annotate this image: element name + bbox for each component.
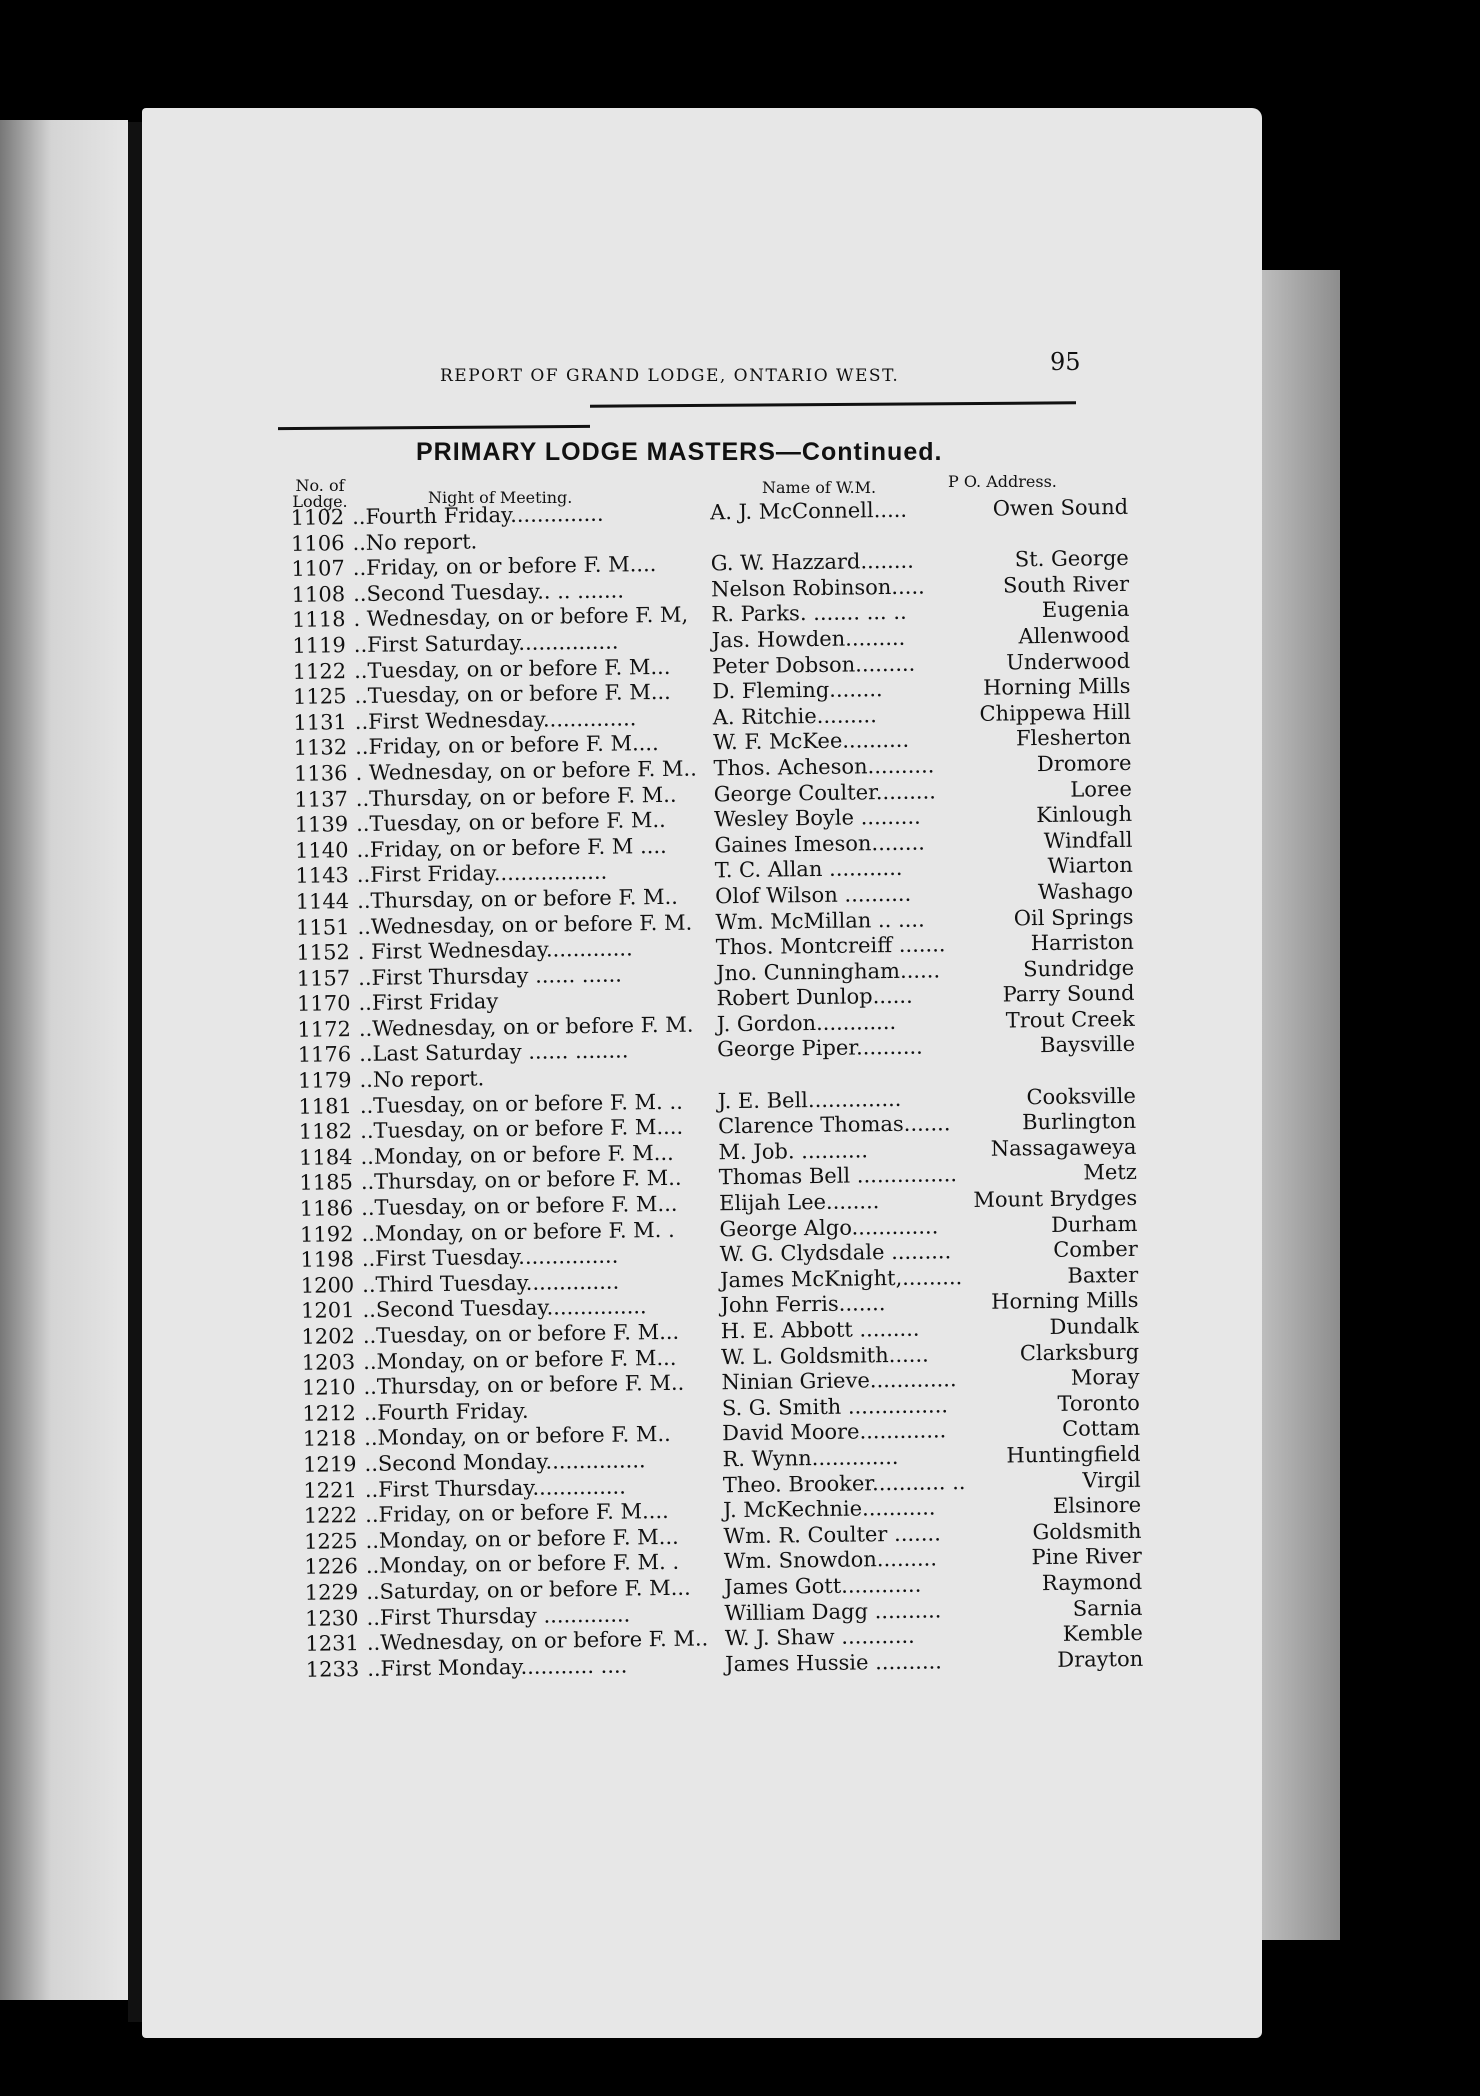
lodge-number: 1172 [297,1016,352,1042]
meeting-night: ..Tuesday, on or before F. M... [354,654,671,683]
lodge-number: 1221 [303,1477,358,1503]
meeting-night: ..First Thursday.............. [364,1474,626,1502]
meeting-night: ..Tuesday, on or before F. M... [354,680,671,709]
master-name: W. F. McKee.......... [712,728,910,755]
meeting-night: ..Saturday, on or before F. M... [366,1575,691,1604]
post-office-address: Dundalk [1049,1313,1139,1339]
meeting-night: ..Friday, on or before F. M .... [356,833,667,862]
meeting-night: ..No report. [352,528,478,555]
meeting-night: ..Monday, on or before F. M... [360,1140,674,1169]
lodge-number: 1108 [291,581,346,607]
lodge-number: 1106 [290,530,345,556]
master-name: George Piper.......... [716,1035,923,1062]
master-name: Thos. Acheson.......... [713,753,935,781]
post-office-address: Raymond [1041,1569,1143,1596]
lodge-number: 1230 [304,1605,359,1631]
master-name: A. Ritchie......... [712,702,877,730]
post-office-address: Windfall [1043,827,1133,853]
lodge-number: 1231 [305,1631,360,1656]
post-office-address: Burlington [1021,1109,1137,1135]
lodge-number: 1192 [299,1221,354,1247]
post-office-address: Huntingfield [1006,1441,1141,1468]
lodge-number: 1144 [295,889,350,914]
meeting-night: ..Fourth Friday. [363,1398,529,1425]
meeting-night: ..Third Tuesday.............. [362,1269,620,1297]
header-address: P O. Address. [948,472,1057,491]
master-name: W. G. Clydsdale ......... [719,1239,952,1267]
meeting-night: ..Thursday, on or before F. M.. [355,782,677,811]
meeting-night: ..First Wednesday.............. [354,706,637,734]
master-name: J. E. Bell.............. [717,1086,902,1113]
post-office-address: Baxter [1067,1262,1139,1288]
lodge-number: 1225 [303,1528,358,1554]
meeting-night: ..Wednesday, on or before F. M.. [366,1626,709,1656]
page-stack-edge [1262,270,1340,1940]
header-lodge-no: No. of Lodge. [292,476,348,511]
master-name: James McKnight,......... [720,1264,963,1293]
meeting-night: ..Friday, on or before F. M.... [355,731,659,760]
post-office-address: Virgil [1082,1467,1141,1493]
meeting-night: ..First Friday [358,989,499,1016]
master-name: H. E. Abbott ......... [720,1316,920,1344]
header-night: Night of Meeting. [428,488,573,507]
lodge-number: 1151 [295,914,350,940]
meeting-night: ..Tuesday, on or before F. M... [362,1319,680,1348]
master-name: S. G. Smith ............... [721,1393,949,1421]
lodge-number: 1203 [301,1349,356,1375]
post-office-address: Nassagaweya [990,1134,1137,1161]
post-office-address: Flesherton [1015,725,1132,751]
lodge-number: 1122 [292,658,347,684]
master-name: Jas. Howden......... [711,625,906,653]
post-office-address: Horning Mills [991,1288,1139,1315]
post-office-address: Eugenia [1041,597,1130,623]
master-name: Wm. R. Coulter ....... [723,1521,941,1549]
post-office-address: Washago [1037,878,1134,904]
post-office-address: Mount Brydges [973,1185,1138,1212]
post-office-address: Sundridge [1023,955,1135,981]
post-office-address: Drayton [1057,1646,1144,1672]
post-office-address: Cottam [1061,1416,1141,1442]
master-name: M. Job. .......... [718,1138,869,1165]
lodge-number: 1136 [293,761,348,786]
master-name: Clarence Thomas....... [718,1111,951,1139]
meeting-night: ..First Monday........... .... [367,1653,628,1681]
master-name: George Algo............. [719,1214,939,1241]
master-name: W. L. Goldsmith...... [721,1342,929,1369]
master-name: Wm. Snowdon......... [723,1546,938,1574]
lodge-number: 1181 [298,1093,353,1119]
master-name: A. J. McConnell..... [709,497,908,525]
lodge-number: 1182 [298,1119,353,1145]
lodge-number: 1102 [290,505,345,530]
page-number: 95 [1050,348,1081,376]
meeting-night: ..First Thursday ............. [366,1602,631,1630]
lodge-number: 1198 [300,1247,355,1272]
master-name: W. J. Shaw ........... [724,1623,915,1651]
post-office-address: Oil Springs [1013,904,1134,930]
post-office-address: Wiarton [1047,853,1133,879]
master-name: G. W. Hazzard........ [710,548,914,576]
lodge-number: 1219 [302,1452,357,1477]
lodge-number: 1233 [305,1656,360,1682]
master-name: Thos. Montcreiff ....... [715,932,946,960]
facing-page-edge [0,120,128,2000]
meeting-night: ..Monday, on or before F. M. . [365,1550,680,1579]
meeting-night: ..Monday, on or before F. M... [363,1345,677,1374]
lodge-number: 1140 [294,837,349,863]
post-office-address: Elsinore [1052,1492,1142,1519]
post-office-address: Kemble [1062,1620,1143,1646]
master-name: R. Wynn............. [722,1444,899,1472]
master-name: David Moore............. [722,1418,947,1446]
master-name: Elijah Lee........ [719,1189,880,1216]
meeting-night: ..Monday, on or before F. M... [365,1524,679,1553]
post-office-address: Owen Sound [992,494,1129,521]
master-name: Ninian Grieve............. [721,1367,957,1395]
post-office-address: Metz [1083,1160,1137,1185]
master-name: John Ferris....... [720,1291,886,1318]
master-name: J. McKechnie........... [723,1495,936,1523]
master-name: James Gott............ [724,1572,922,1600]
post-office-address: Baysville [1039,1032,1136,1058]
master-name: Wesley Boyle ......... [713,804,921,832]
meeting-night: ..Friday, on or before F. M.... [352,552,657,581]
lodge-number: 1176 [297,1042,352,1068]
meeting-night: ..Tuesday, on or before F. M. .. [359,1089,683,1118]
master-name: George Coulter......... [713,778,937,806]
post-office-address: Moray [1070,1364,1140,1390]
meeting-night: ..Wednesday, on or before F. M. [357,910,693,939]
header-name: Name of W.M. [762,478,877,497]
lodge-number: 1210 [301,1375,356,1400]
lodge-number: 1200 [300,1272,355,1298]
post-office-address: Loree [1070,776,1132,802]
post-office-address: Durham [1050,1211,1138,1237]
meeting-night: ..Tuesday, on or before F. M... [361,1191,678,1221]
lodge-number: 1152 [296,940,351,965]
lodge-number: 1186 [299,1196,354,1221]
lodge-number: 1222 [303,1503,358,1528]
lodge-number: 1218 [302,1426,357,1452]
meeting-night: ..Wednesday, on or before F. M. [358,1012,694,1041]
meeting-night: ..Thursday, on or before F. M.. [357,884,679,913]
master-name: Theo. Brooker........... .. [722,1469,966,1497]
meeting-night: ..Second Tuesday.. .. ....... [352,578,625,606]
master-name: Wm. McMillan .. .... [715,907,925,934]
meeting-night: ..First Friday................. [356,860,608,888]
post-office-address: Cooksville [1026,1083,1136,1109]
lodge-number: 1118 [291,607,346,633]
meeting-night: ..First Saturday............... [353,629,619,657]
master-name: Gaines Imeson........ [714,830,926,858]
meeting-night: ..No report. [359,1066,485,1093]
lodge-number: 1107 [291,556,345,582]
meeting-night: ..Monday, on or before F. M.. [364,1422,671,1451]
master-name: Nelson Robinson..... [710,574,925,602]
master-name: Olof Wilson .......... [714,881,912,909]
master-name: Robert Dunlop...... [716,984,913,1011]
lodge-number: 1184 [298,1144,353,1170]
meeting-night: ..Tuesday, on or before F. M.... [360,1115,684,1144]
master-name: Jno. Cunningham...... [715,958,941,985]
meeting-night: ..First Thursday ...... ...... [358,962,623,990]
post-office-address: Allenwood [1018,622,1130,649]
lodge-number: 1226 [304,1554,359,1580]
master-name: Peter Dobson......... [711,651,916,678]
lodge-number: 1125 [292,684,347,709]
post-office-address: Sarnia [1072,1595,1143,1621]
post-office-address: Dromore [1036,750,1132,777]
master-name: Thomas Bell ............... [718,1162,958,1190]
lodge-number: 1139 [294,812,349,837]
post-office-address: Clarksburg [1019,1339,1140,1365]
master-name: D. Fleming........ [712,677,883,704]
meeting-night: ..Tuesday, on or before F. M.. [356,808,666,837]
master-name: R. Parks. ....... ... .. [711,600,907,627]
meeting-night: . Wednesday, on or before F. M.. [355,756,697,785]
table-title: PRIMARY LODGE MASTERS—Continued. [416,438,943,466]
lodge-number: 1137 [294,786,348,812]
post-office-address: Chippewa Hill [979,699,1131,726]
post-office-address: Kinlough [1036,801,1133,828]
meeting-night: . First Wednesday............. [357,936,633,965]
post-office-address: Toronto [1057,1390,1140,1416]
meeting-night: ..Thursday, on or before F. M.. [363,1370,685,1400]
post-office-address: South River [1002,571,1130,598]
meeting-night: . Wednesday, on or before F. M, [353,603,689,632]
lodge-number: 1143 [295,863,349,889]
post-office-address: Goldsmith [1032,1518,1142,1544]
running-head: REPORT OF GRAND LODGE, ONTARIO WEST. [440,366,900,386]
post-office-address: Underwood [1006,648,1131,675]
lodge-number: 1170 [296,991,351,1017]
meeting-night: ..Monday, on or before F. M. . [361,1217,675,1246]
lodge-number: 1131 [293,709,347,735]
master-name: James Hussie .......... [725,1649,943,1676]
meeting-night: ..Thursday, on or before F. M.. [360,1166,682,1195]
meeting-night: ..Second Monday............... [364,1448,646,1476]
book-gutter [128,122,142,2022]
post-office-address: Parry Sound [1002,981,1135,1007]
meeting-night: ..First Tuesday............... [361,1243,619,1272]
lodge-number: 1132 [293,735,348,761]
meeting-night: ..Last Saturday ...... ........ [359,1038,629,1067]
lodge-number: 1201 [300,1298,355,1324]
lodge-number: 1119 [292,633,346,658]
post-office-address: St. George [1014,546,1129,572]
meeting-night: ..Fourth Friday.............. [351,501,604,530]
post-office-address: Trout Creek [1005,1006,1135,1033]
master-name: T. C. Allan ........... [714,856,903,883]
lodge-number: 1179 [297,1068,352,1093]
master-name: William Dagg .......... [724,1597,942,1625]
lodge-table [278,495,1143,1683]
lodge-number: 1185 [299,1170,354,1196]
meeting-night: ..Friday, on or before F. M.... [365,1499,669,1528]
lodge-number: 1229 [304,1579,359,1605]
post-office-address: Comber [1053,1237,1138,1263]
lodge-number: 1157 [296,965,351,991]
meeting-night: ..Second Tuesday............... [362,1294,647,1323]
post-office-address: Pine River [1031,1544,1142,1570]
post-office-address: Horning Mills [982,674,1131,700]
lodge-number: 1202 [301,1324,356,1349]
lodge-number: 1212 [302,1400,357,1426]
master-name: J. Gordon............ [716,1009,897,1037]
post-office-address: Harriston [1030,929,1134,956]
